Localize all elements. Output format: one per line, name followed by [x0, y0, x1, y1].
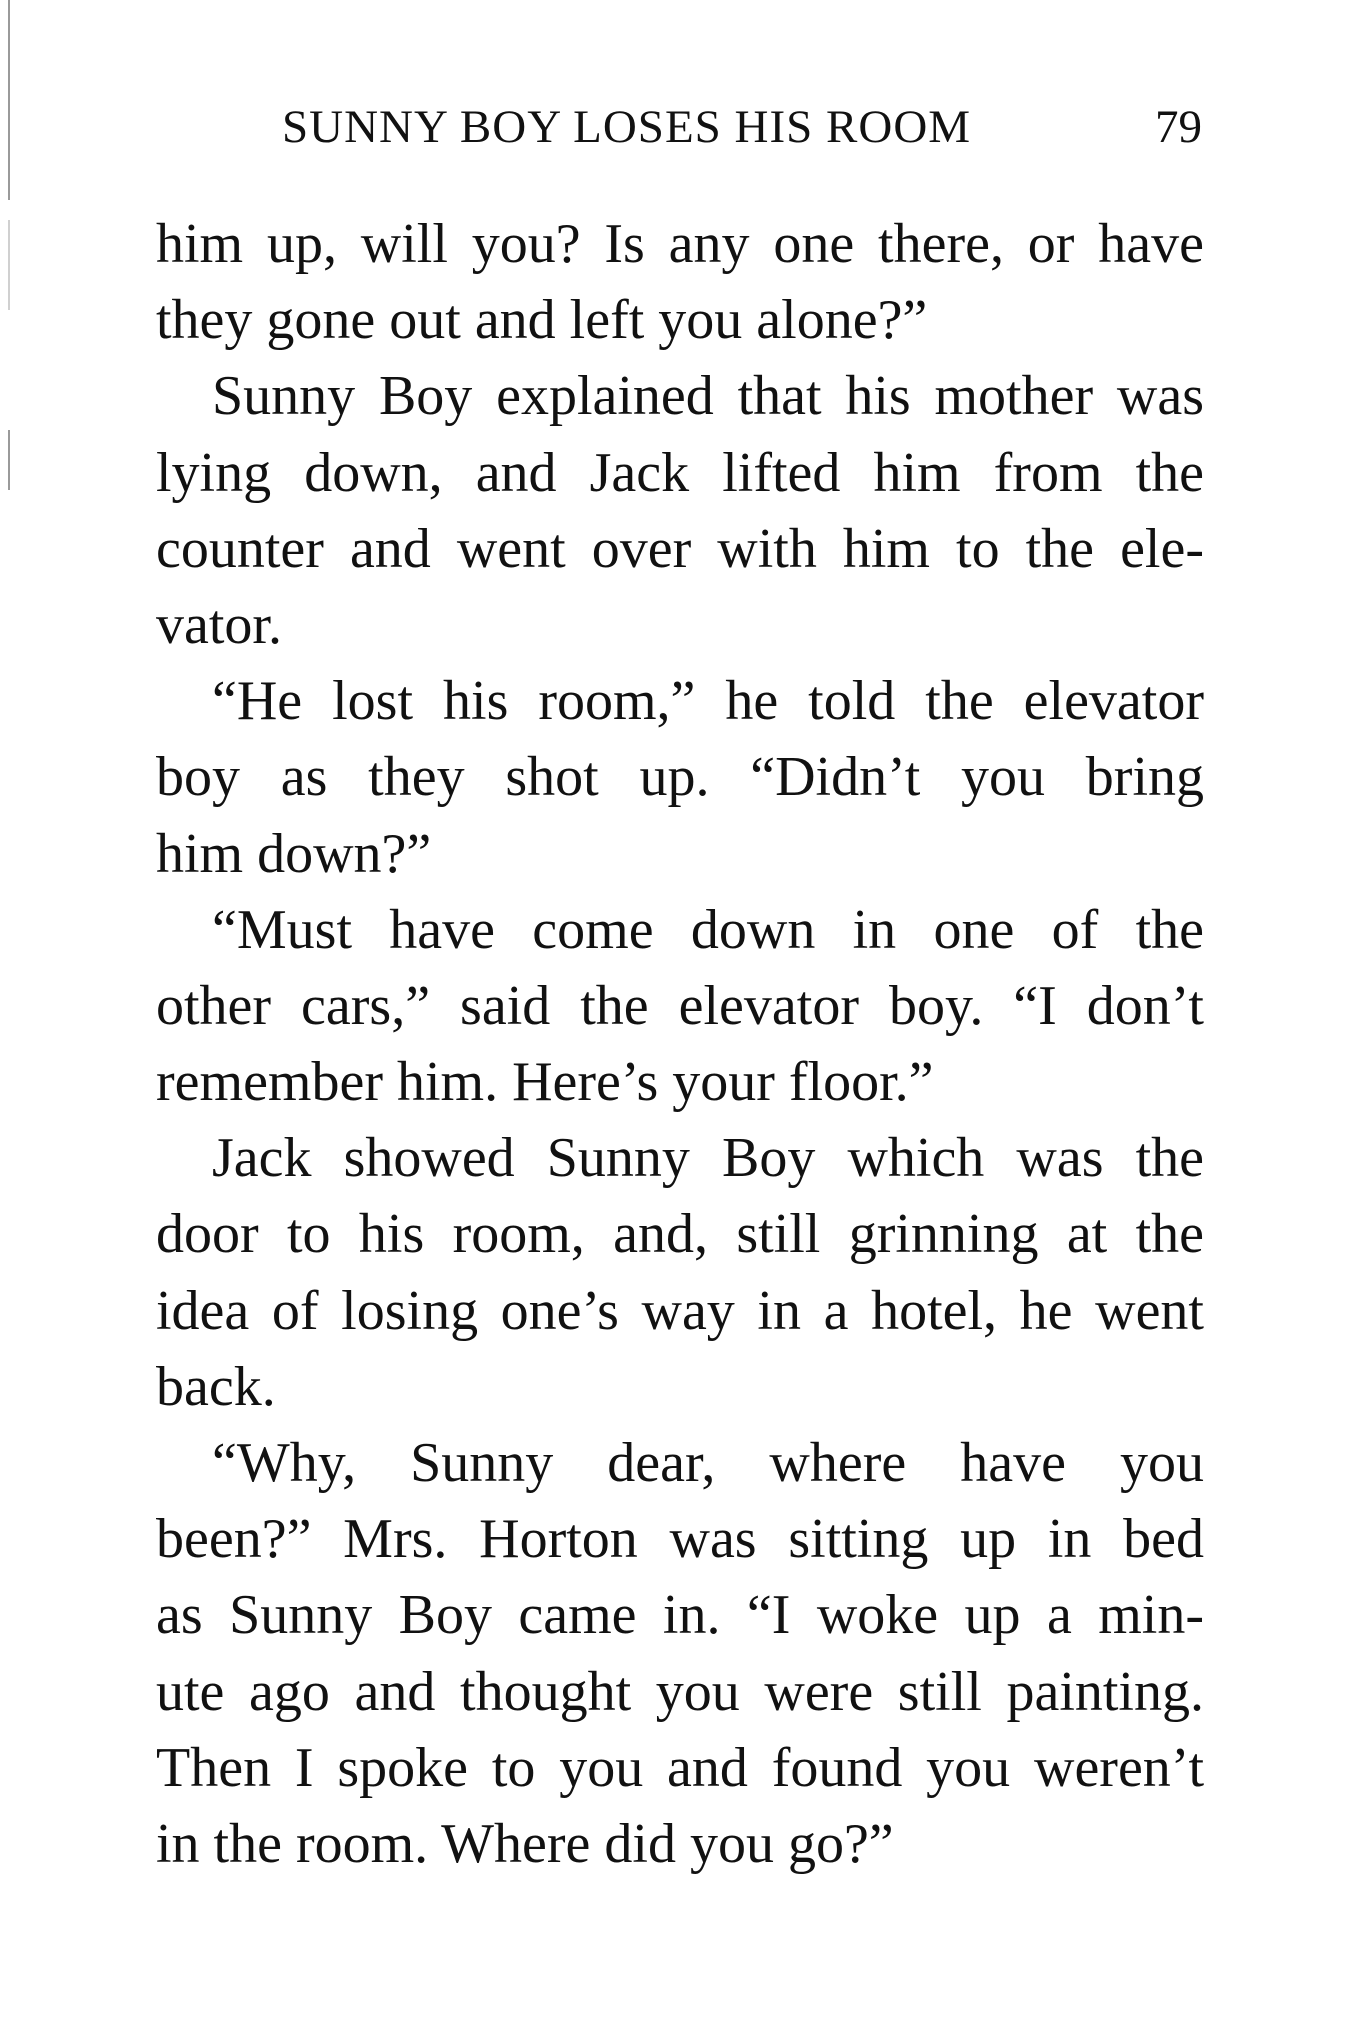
text-line: other cars,” said the elevator boy. “I don’t — [156, 974, 1204, 1037]
text-line: as Sunny Boy came in. “I woke up a min- — [156, 1584, 1204, 1647]
scan-edge-mark — [8, 220, 10, 310]
text-line: back. — [156, 1355, 276, 1418]
text-line: been?” Mrs. Horton was sitting up in bed — [156, 1508, 1204, 1571]
text-line: idea of losing one’s way in a hotel, he went — [156, 1279, 1204, 1342]
running-title: SUNNY BOY LOSES HIS ROOM — [282, 101, 972, 153]
text-line: him down?” — [156, 822, 432, 885]
text-line: vator. — [156, 593, 282, 656]
text-line: door to his room, and, still grinning at the — [156, 1203, 1204, 1266]
body-text — [156, 206, 1204, 1882]
text-line: in the room. Where did you go?” — [156, 1812, 894, 1875]
scan-edge-mark — [8, 430, 10, 490]
text-line: him up, will you? Is any one there, or have — [156, 213, 1204, 275]
text-line: “Why, Sunny dear, where have you — [212, 1432, 1204, 1494]
running-head — [282, 100, 1202, 160]
text-line: “Must have come down in one of the — [212, 898, 1204, 961]
scan-edge-mark — [8, 0, 10, 200]
text-line: boy as they shot up. “Didn’t you bring — [156, 746, 1204, 809]
text-line: “He lost his room,” he told the elevator — [212, 670, 1204, 733]
page-number: 79 — [1155, 101, 1202, 153]
text-line: lying down, and Jack lifted him from the — [156, 441, 1204, 504]
text-line: Jack showed Sunny Boy which was the — [212, 1127, 1204, 1190]
text-line: counter and went over with him to the ele- — [156, 517, 1204, 580]
text-line: remember him. Here’s your floor.” — [156, 1051, 934, 1114]
text-line: they gone out and left you alone?” — [156, 289, 928, 352]
text-line: ute ago and thought you were still painting. — [156, 1660, 1204, 1723]
text-line: Then I spoke to you and found you weren’t — [156, 1736, 1204, 1799]
text-line: Sunny Boy explained that his mother was — [212, 365, 1204, 428]
